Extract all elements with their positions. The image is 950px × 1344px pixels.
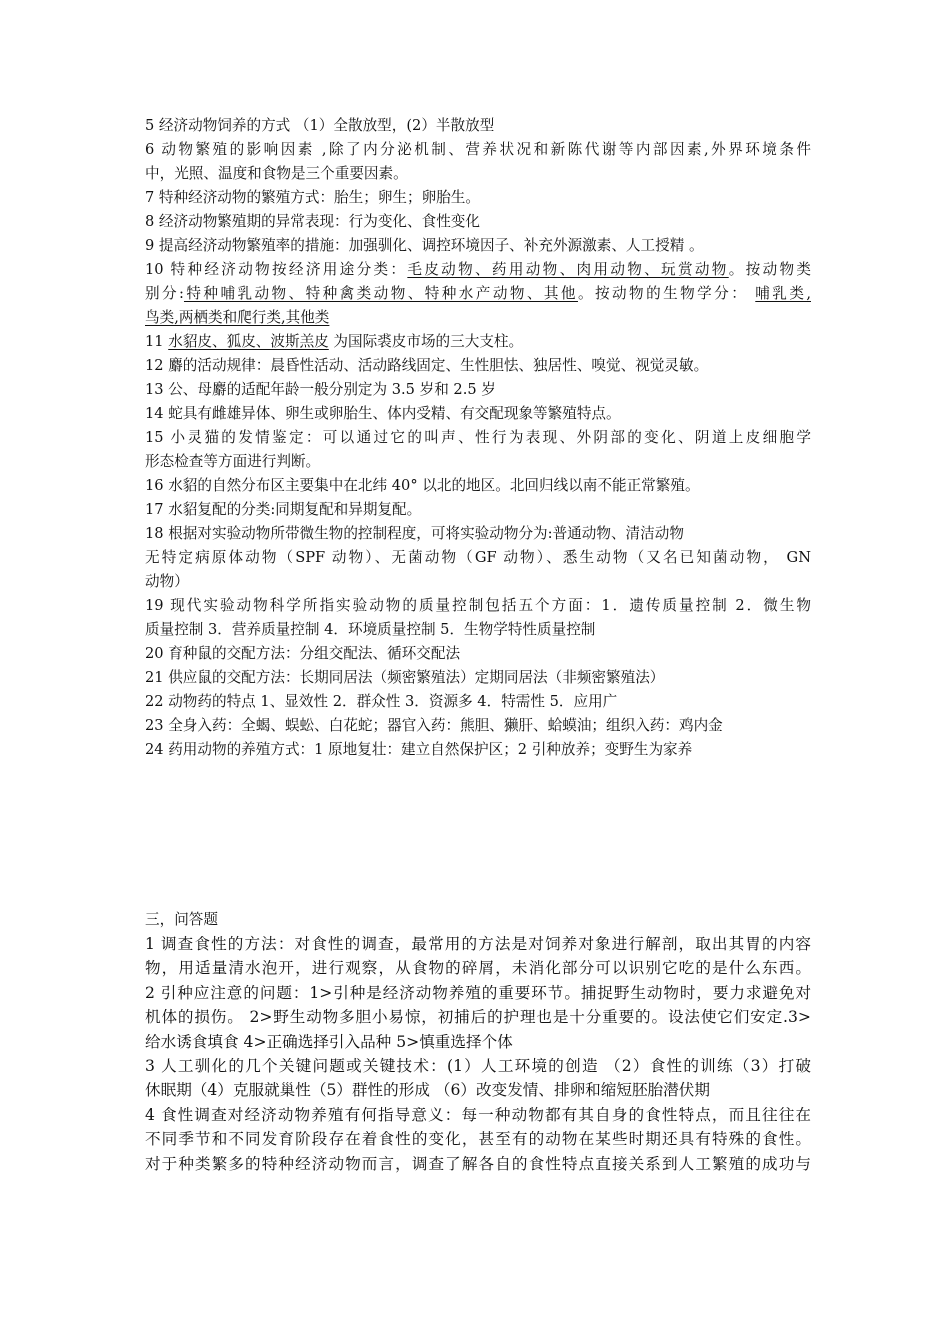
text-line: 3 人工驯化的几个关键问题或关键技术：(1）人工环境的创造 （2）食性的训练（3）打破	[145, 1056, 811, 1075]
text-line: 质量控制 3．营养质量控制 4．环境质量控制 5．生物学特性质量控制	[145, 621, 596, 638]
text-line	[145, 330, 811, 354]
text-line: 4 食性调查对经济动物养殖有何指导意义：每一种动物都有其自身的食性特点，而且往往在	[145, 1105, 811, 1124]
text-line: 形态检查等方面进行判断。	[145, 453, 321, 470]
blank-space	[145, 762, 811, 908]
underlined-text: 哺乳类,	[755, 285, 811, 302]
text-line: 9 提高经济动物繁殖率的措施：加强驯化、调控环境因子、补充外源激素、人工授精 。	[145, 237, 704, 254]
text-span: 10 特种经济动物按经济用途分类：	[145, 261, 408, 278]
text-line: 22 动物药的特点 1、显效性 2．群众性 3．资源多 4．特需性 5．应用广	[145, 693, 618, 710]
text-line: 8 经济动物繁殖期的异常表现：行为变化、食性变化	[145, 213, 480, 230]
text-line: 16 水貂的自然分布区主要集中在北纬 40° 以北的地区。北回归线以南不能正常繁殖。	[145, 477, 700, 494]
underlined-text: 特种哺乳动物、特种禽类动物、特种水产动物、其他	[183, 285, 578, 302]
text-line: 17 水貂复配的分类:同期复配和异期复配。	[145, 501, 422, 518]
text-line: 7 特种经济动物的繁殖方式：胎生；卵生；卵胎生。	[145, 189, 480, 206]
text-span: 。按动物类	[728, 261, 811, 278]
text-line: 23 全身入药：全蝎、蜈蚣、白花蛇；器官入药：熊胆、獭肝、蛤蟆油；组织入药：鸡内金	[145, 717, 723, 734]
text-span: 。按动物的生物学分：	[577, 285, 756, 302]
text-line: 对于种类繁多的特种经济动物而言，调查了解各自的食性特点直接关系到人工繁殖的成功与	[145, 1154, 811, 1173]
text-span: 别分:	[145, 285, 184, 302]
text-line: 2 引种应注意的问题：1>引种是经济动物养殖的重要环节。捕捉野生动物时，要力求避免对	[145, 983, 811, 1002]
document-page	[145, 114, 811, 1176]
text-line: 19 现代实验动物科学所指实验动物的质量控制包括五个方面：1．遗传质量控制 2．微生物	[145, 597, 811, 614]
section-title: 三，问答题	[145, 911, 218, 928]
text-line: 14 蛇具有雌雄异体、卵生或卵胎生、体内受精、有交配现象等繁殖特点。	[145, 405, 621, 422]
text-line: 12 麝的活动规律：晨昏性活动、活动路线固定、生性胆怯、独居性、嗅觉、视觉灵敏。	[145, 357, 709, 374]
text-line	[145, 258, 811, 282]
text-span: 11	[145, 333, 169, 350]
text-line: 给水诱食填食 4>正确选择引入品种 5>慎重选择个体	[145, 1032, 513, 1051]
text-line: 中，光照、温度和食物是三个重要因素。	[145, 165, 408, 182]
underlined-text: 水貂皮、狐皮、波斯羔皮	[168, 333, 329, 350]
text-line	[145, 282, 811, 306]
text-line: 15 小灵猫的发情鉴定：可以通过它的叫声、性行为表现、外阴部的变化、阴道上皮细胞学	[145, 429, 811, 446]
text-line: 20 育种鼠的交配方法：分组交配法、循环交配法	[145, 645, 461, 662]
text-line: 21 供应鼠的交配方法：长期同居法（频密繁殖法）定期同居法（非频密繁殖法）	[145, 669, 665, 686]
underlined-text: 毛皮动物、药用动物、肉用动物、玩赏动物	[407, 261, 729, 278]
underlined-text: 鸟类,两栖类和爬行类,其他类	[145, 309, 330, 326]
text-line: 24 药用动物的养殖方式：1 原地复壮：建立自然保护区；2 引种放养；变野生为家养	[145, 741, 693, 758]
text-line: 6 动物繁殖的影响因素 ,除了内分泌机制、营养状况和新陈代谢等内部因素,外界环境条件	[145, 141, 811, 158]
text-line: 1 调查食性的方法：对食性的调查，最常用的方法是对饲养对象进行解剖，取出其胃的内容	[145, 935, 811, 953]
text-line: 机体的损伤。 2>野生动物多胆小易惊，初捕后的护理也是十分重要的。设法使它们安定.3>	[145, 1008, 811, 1027]
text-line: 休眠期（4）克服就巢性（5）群性的形成 （6）改变发情、排卵和缩短胚胎潜伏期	[145, 1081, 710, 1100]
text-line	[145, 306, 811, 330]
text-line: 18 根据对实验动物所带微生物的控制程度，可将实验动物分为:普通动物、清洁动物	[145, 525, 684, 542]
text-line: 13 公、母麝的适配年龄一般分别定为 3.5 岁和 2.5 岁	[145, 381, 496, 398]
text-line: 5 经济动物饲养的方式 （1）全散放型，(2）半散放型	[145, 117, 495, 134]
text-line: 动物）	[145, 573, 189, 590]
text-line: 物，用适量清水泡开，进行观察，从食物的碎屑，未消化部分可以识别它吃的是什么东西。	[145, 959, 811, 978]
text-line: 无特定病原体动物（SPF 动物）、无菌动物（GF 动物）、悉生动物（又名已知菌动物， GN	[145, 549, 811, 566]
text-span: 为国际裘皮市场的三大支柱。	[328, 333, 524, 350]
text-line: 不同季节和不同发育阶段存在着食性的变化，甚至有的动物在某些时期还具有特殊的食性。	[145, 1130, 811, 1149]
